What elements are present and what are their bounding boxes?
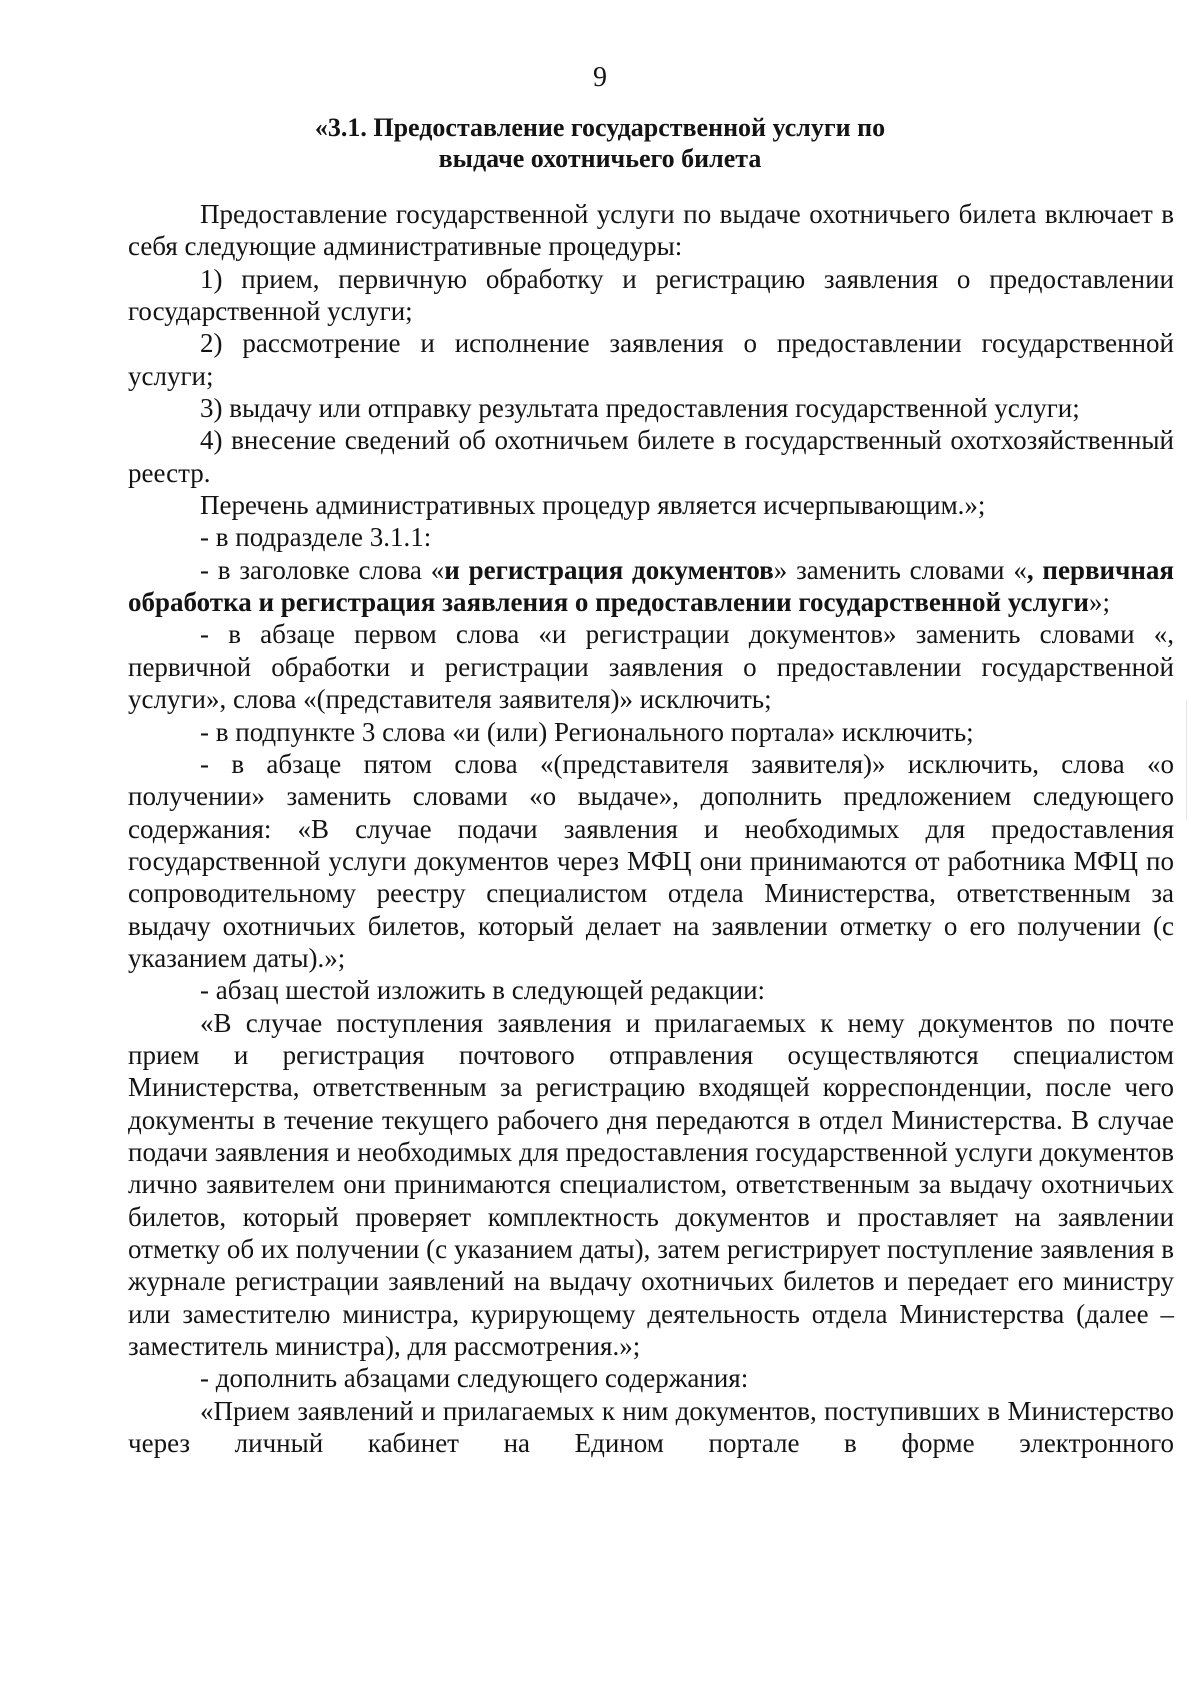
scan-margin-mark <box>1186 700 1187 820</box>
paragraph-electronic: «Прием заявлений и прилагаемых к ним документов, поступивших в Министерство через личный кабинет на Едином портале в форме электронного <box>128 1395 1174 1459</box>
section-heading-line-1: «3.1. Предоставление государственной услуги по <box>314 113 886 142</box>
paragraph-fifth-abzac: - в абзаце пятом слова «(представителя заявителя)» исключить, слова «о получении» заменить словами «о выдаче», дополнить предложением следующего содержания: «В случае подачи заявления и необходимых для предоставления государственной услуги документов через МФЦ они принимаются от работника МФЦ по сопроводительному реестру специалистом отдела Министерства, ответственным за выдачу охотничьих билетов, который делает на заявлении отметку о его получении (с указанием даты).»; <box>128 748 1174 973</box>
document-body <box>128 198 1174 1459</box>
paragraph-exhaustive: Перечень административных процедур является исчерпывающим.»; <box>200 490 986 521</box>
text-fragment: » заменить словами « <box>773 554 1027 585</box>
paragraph-first-abzac: - в абзаце первом слова «и регистрации документов» заменить словами «, первичной обработки и регистрации заявления о предоставлении государственной услуги», слова «(представителя заявителя)» исключить; <box>128 619 1174 715</box>
bold-fragment: , первичная обработка и регистрация заявления о предоставлении государственной услуги <box>128 554 1174 618</box>
list-item-1: 1) прием, первичную обработку и регистрацию заявления о предоставлении государственной услуги; <box>128 263 1174 327</box>
paragraph-heading-change <box>128 554 1174 619</box>
paragraph-supplement: - дополнить абзацами следующего содержания: <box>200 1363 749 1394</box>
text-fragment: - в заголовке слова « <box>200 554 445 585</box>
section-heading-line-2: выдаче охотничьего билета <box>438 144 762 173</box>
paragraph-sixth-abzac: - абзац шестой изложить в следующей редакции: <box>200 975 766 1006</box>
paragraph-intro: Предоставление государственной услуги по выдаче охотничьего билета включает в себя следующие административные процедуры: <box>128 199 1174 262</box>
bold-fragment: и регистрация документов <box>444 554 774 585</box>
list-item-2: 2) рассмотрение и исполнение заявления о предоставлении государственной услуги; <box>128 328 1174 391</box>
paragraph-subsection: - в подразделе 3.1.1: <box>200 522 432 553</box>
list-item-4: 4) внесение сведений об охотничьем билете в государственный охотхозяйственный реестр. <box>128 425 1174 488</box>
list-item-3: 3) выдачу или отправку результата предоставления государственной услуги; <box>200 393 1080 424</box>
paragraph-new-edition: «В случае поступления заявления и прилагаемых к нему документов по почте прием и регистрация почтового отправления осуществляются специалистом Министерства, ответственным за регистрацию входящей корреспонденции, после чего документы в течение текущего рабочего дня передаются в отдел Министерства. В случае подачи заявления и необходимых для предоставления государственной услуги документов лично заявителем они принимаются специалистом, ответственным за выдачу охотничьих билетов, который проверяет комплектность документов и проставляет на заявлении отметку об их получении (с указанием даты), затем регистрирует поступление заявления в журнале регистрации заявлений на выдачу охотничьих билетов и передает его министру или заместителю министра, курирующему деятельность отдела Министерства (далее – заместитель министра), для рассмотрения.»; <box>128 1007 1174 1362</box>
text-fragment: »; <box>1088 587 1110 618</box>
page-number: 9 <box>593 62 607 93</box>
section-heading <box>0 112 1200 174</box>
paragraph-subpoint-3: - в подпункте 3 слова «и (или) Регионального портала» исключить; <box>200 716 974 747</box>
